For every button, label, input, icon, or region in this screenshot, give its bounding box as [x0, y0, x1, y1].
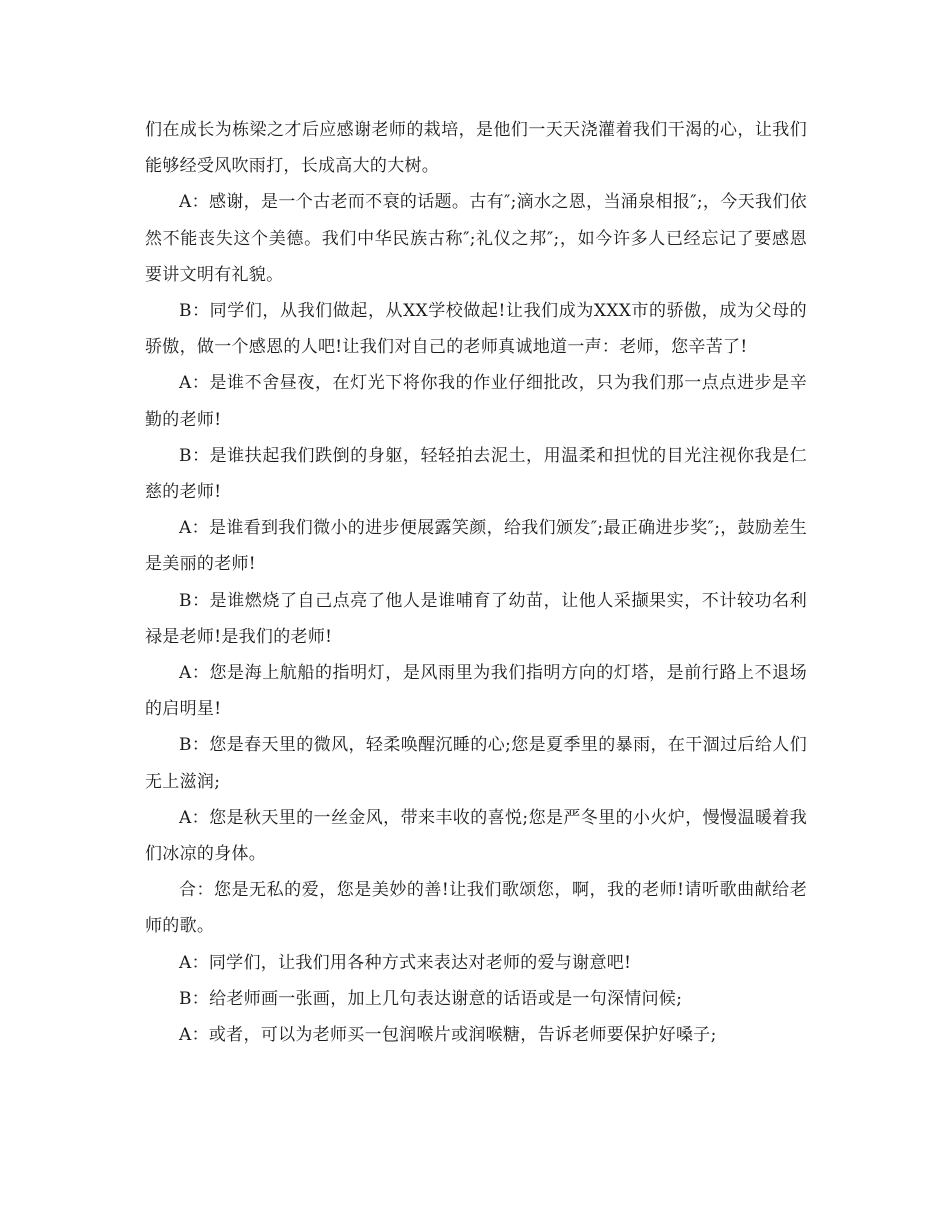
- paragraph-a-autumn-winter: A：您是秋天里的一丝金风，带来丰收的喜悦;您是严冬里的小火炉，慢慢温暖着我们冰凉的身体。: [145, 807, 807, 865]
- paragraph-b-kind-teacher: B：是谁扶起我们跌倒的身躯，轻轻拍去泥土，用温柔和担忧的目光注视你我是仁慈的老师!: [145, 445, 807, 503]
- paragraph-chorus: 合：您是无私的爱，您是美妙的善!让我们歌颂您，啊，我的老师!请听歌曲献给老师的歌。: [145, 880, 807, 937]
- paragraph-a-beacon: A：您是海上航船的指明灯，是风雨里为我们指明方向的灯塔，是前行路上不退场的启明星!: [145, 663, 807, 720]
- paragraph-a-grading: A：是谁不舍昼夜，在灯光下将你我的作业仔细批改，只为我们那一点点进步是辛勤的老师!: [145, 373, 807, 430]
- document-body: [145, 112, 807, 1053]
- paragraph-b-draw-picture: B：给老师画一张画，加上几句表达谢意的话语或是一句深情问候;: [179, 988, 683, 1009]
- paragraph-continuation: 们在成长为栋梁之才后应感谢老师的栽培，是他们一天天浇灌着我们干渴的心，让我们能够经受风吹雨打，长成高大的大树。: [145, 120, 807, 177]
- paragraph-b-spring-summer: B：您是春天里的微风，轻柔唤醒沉睡的心;您是夏季里的暴雨，在干涸过后给人们无上滋润;: [145, 735, 807, 792]
- paragraph-b-classmates: B：同学们，从我们做起，从XX学校做起!让我们成为XXX市的骄傲，成为父母的骄傲，做一个感恩的人吧!让我们对自己的老师真诚地道一声：老师，您辛苦了!: [145, 301, 807, 358]
- paragraph-a-progress-award: A：是谁看到我们微小的进步便展露笑颜，给我们颁发″;最正确进步奖″;，鼓励差生是美丽的老师!: [145, 518, 807, 575]
- paragraph-a-gratitude: A：感谢，是一个古老而不衰的话题。古有″;滴水之恩，当涌泉相报″;，今天我们依然不能丧失这个美德。我们中华民族古称″;礼仪之邦″;，如今许多人已经忘记了要感恩要讲文明有礼貌。: [145, 192, 807, 285]
- paragraph-a-express-thanks: A：同学们，让我们用各种方式来表达对老师的爱与谢意吧!: [179, 952, 632, 973]
- paragraph-a-throat-lozenges: A：或者，可以为老师买一包润喉片或润喉糖，告诉老师要保护好嗓子;: [179, 1025, 717, 1046]
- paragraph-b-selfless: B：是谁燃烧了自己点亮了他人是谁哺育了幼苗，让他人采撷果实，不计较功名利禄是老师!是我们的老师!: [145, 590, 807, 647]
